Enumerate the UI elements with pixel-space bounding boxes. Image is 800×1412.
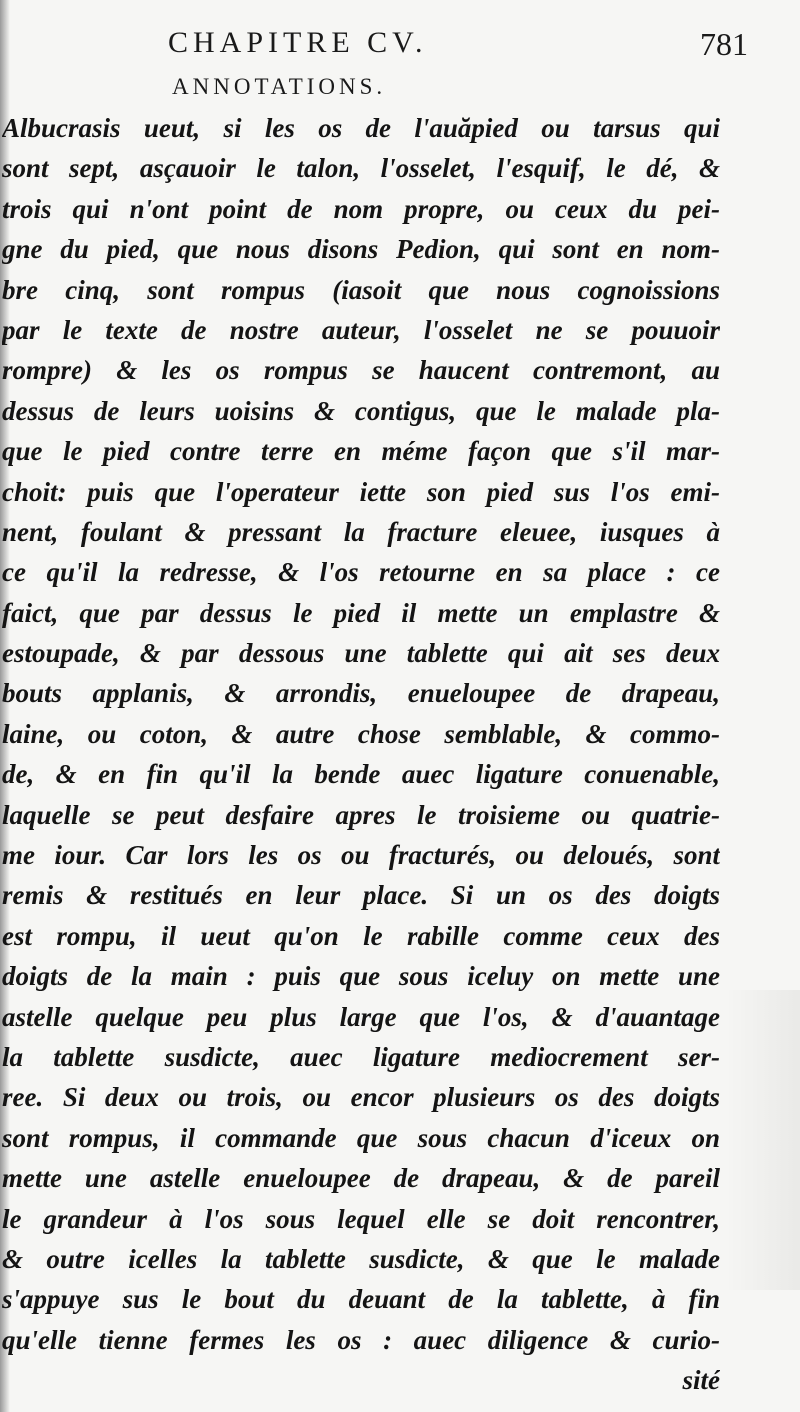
text-line: estoupade, & par dessous une tablette qui ait ses deux: [2, 638, 720, 669]
section-heading: ANNOTATIONS.: [172, 74, 387, 99]
text-line: choit: puis que l'operateur iette son pied sus l'os emi-: [2, 476, 720, 507]
running-header: [0, 26, 800, 66]
text-line: gne du pied, que nous disons Pedion, qui sont en nom-: [2, 234, 720, 265]
text-line: la tablette susdicte, auec ligature mediocrement ser-: [2, 1041, 720, 1072]
text-line: rompre) & les os rompus se haucent contremont, au: [2, 355, 720, 386]
text-line: qu'elle tienne fermes les os : auec diligence & curio-: [2, 1324, 720, 1355]
text-line: sont rompus, il commande que sous chacun d'iceux on: [2, 1122, 720, 1153]
text-line: nent, foulant & pressant la fracture eleuee, iusques à: [2, 516, 720, 547]
text-line: de, & en fin qu'il la bende auec ligature conuenable,: [2, 759, 720, 790]
text-line: me iour. Car lors les os ou fracturés, ou deloués, sont: [2, 840, 720, 871]
text-line: doigts de la main : puis que sous iceluy on mette une: [2, 961, 720, 992]
text-line: bouts applanis, & arrondis, enueloupee de drapeau,: [2, 678, 720, 709]
text-line: Albucrasis ueut, si les os de l'auăpied ou tarsus qui: [2, 113, 720, 143]
chapter-title: CHAPITRE CV.: [168, 26, 428, 59]
text-line: faict, que par dessus le pied il mette un emplastre &: [2, 597, 720, 628]
text-line: par le texte de nostre auteur, l'osselet ne se pouuoir: [2, 314, 720, 345]
text-line: est rompu, il ueut qu'on le rabille comme ceux des: [2, 920, 720, 951]
text-line: remis & restitués en leur place. Si un os des doigts: [2, 880, 720, 911]
text-line: mette une astelle enueloupee de drapeau, & de pareil: [2, 1163, 720, 1194]
text-line: s'appuye sus le bout du deuant de la tablette, à fin: [2, 1284, 720, 1315]
catchword: sité: [682, 1365, 720, 1396]
text-line: trois qui n'ont point de nom propre, ou ceux du pei-: [2, 193, 720, 224]
text-line: ce qu'il la redresse, & l'os retourne en sa place : ce: [2, 557, 720, 588]
text-line: ree. Si deux ou trois, ou encor plusieurs os des doigts: [2, 1082, 720, 1113]
page-number: 781: [700, 26, 748, 62]
text-line: laquelle se peut desfaire apres le troisieme ou quatrie-: [2, 799, 720, 830]
text-line: dessus de leurs uoisins & contigus, que le malade pla-: [2, 395, 720, 426]
show-through-bleed: [725, 990, 800, 1290]
text-line: que le pied contre terre en méme façon que s'il mar-: [2, 436, 720, 467]
text-line: bre cinq, sont rompus (iasoit que nous cognoissions: [2, 274, 720, 305]
body-text: [2, 108, 720, 1401]
text-line: le grandeur à l'os sous lequel elle se doit rencontrer,: [2, 1203, 720, 1234]
text-line: & outre icelles la tablette susdicte, & que le malade: [2, 1243, 720, 1274]
text-line: laine, ou coton, & autre chose semblable, & commo-: [2, 718, 720, 749]
text-line: astelle quelque peu plus large que l'os, & d'auantage: [2, 1001, 720, 1032]
text-line: sont sept, asçauoir le talon, l'osselet, l'esquif, le dé, &: [2, 153, 720, 184]
